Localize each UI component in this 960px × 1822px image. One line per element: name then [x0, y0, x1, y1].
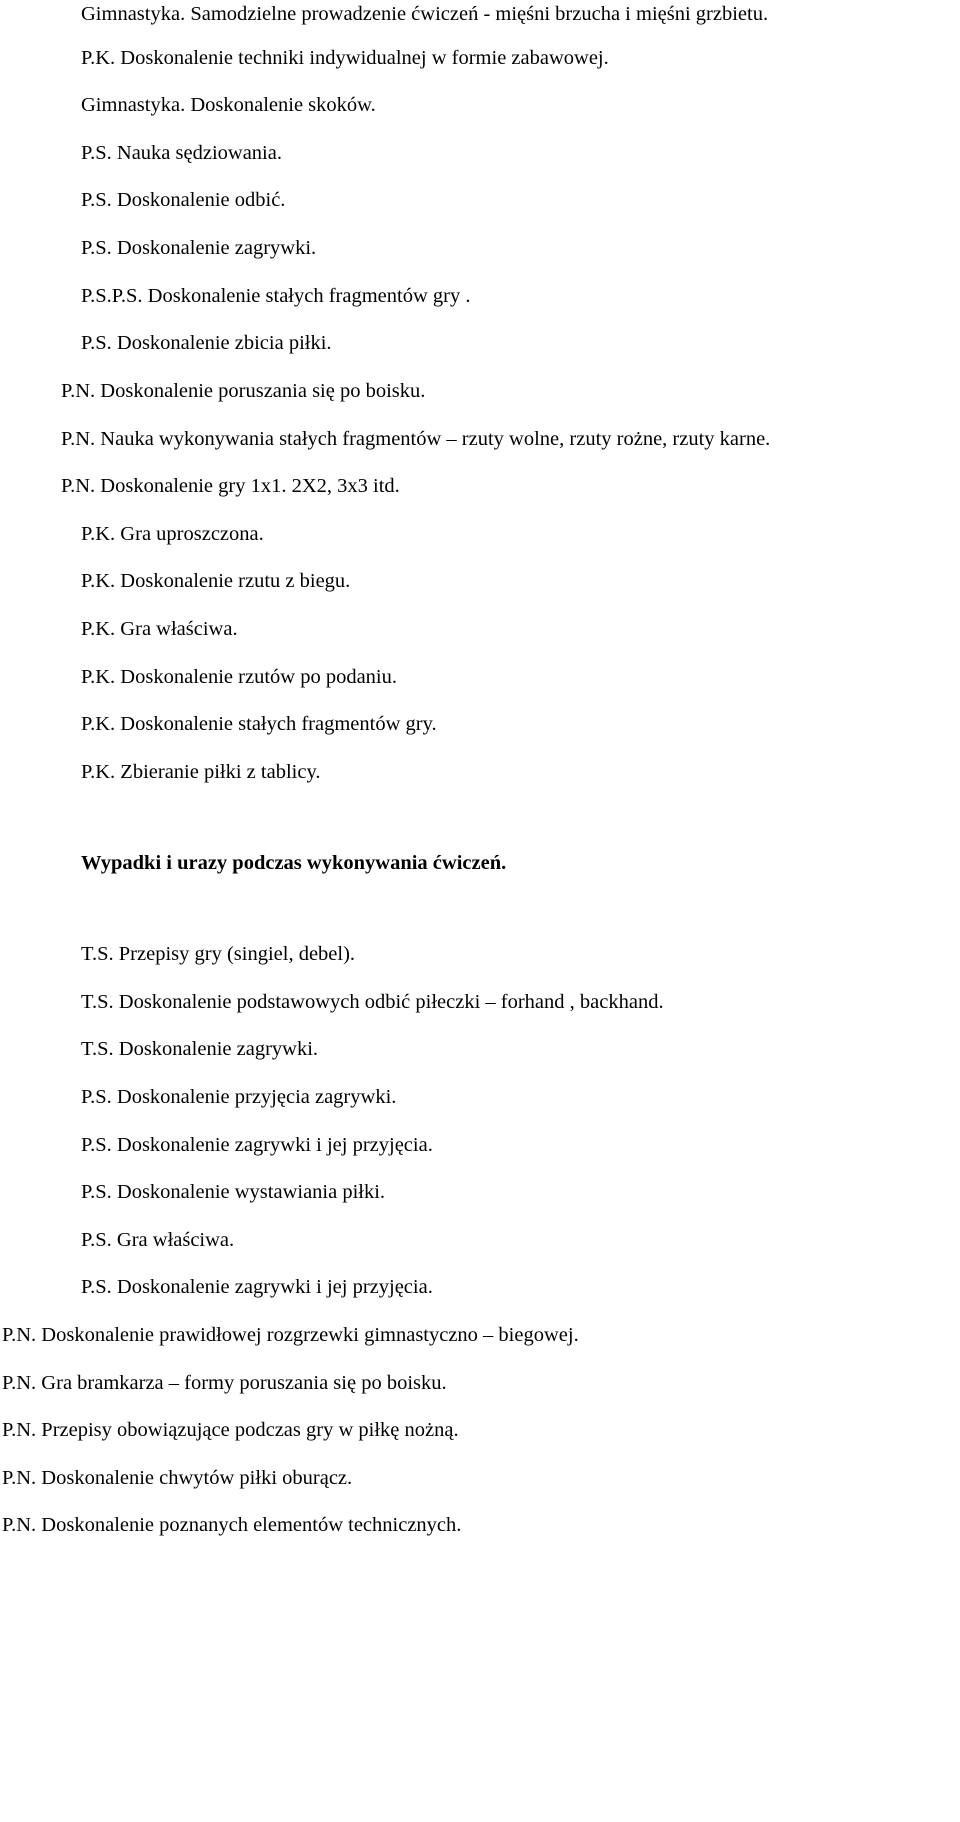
text-line: P.S. Doskonalenie zagrywki i jej przyjęcia. — [81, 1276, 433, 1298]
text-line: Gimnastyka. Doskonalenie skoków. — [81, 94, 376, 116]
text-line: P.S. Doskonalenie przyjęcia zagrywki. — [81, 1086, 397, 1108]
text-line: T.S. Doskonalenie zagrywki. — [81, 1038, 319, 1060]
text-line: P.S. Doskonalenie odbić. — [81, 189, 286, 211]
text-line: T.S. Przepisy gry (singiel, debel). — [81, 943, 356, 965]
text-line: P.S.P.S. Doskonalenie stałych fragmentów gry . — [81, 285, 471, 307]
text-line: P.N. Doskonalenie gry 1x1. 2X2, 3x3 itd. — [61, 475, 400, 497]
text-line: P.S. Gra właściwa. — [81, 1229, 235, 1251]
text-line: P.S. Nauka sędziowania. — [81, 142, 282, 164]
text-line: P.N. Doskonalenie prawidłowej rozgrzewki gimnastyczno – biegowej. — [2, 1324, 579, 1346]
text-line: P.N. Doskonalenie poruszania się po boisku. — [61, 380, 426, 402]
text-line: P.S. Doskonalenie zagrywki. — [81, 237, 317, 259]
text-line: P.S. Doskonalenie wystawiania piłki. — [81, 1181, 386, 1203]
text-line: P.N. Nauka wykonywania stałych fragmentów – rzuty wolne, rzuty rożne, rzuty karne. — [61, 428, 771, 450]
text-line: P.K. Zbieranie piłki z tablicy. — [81, 761, 321, 783]
text-line: P.N. Doskonalenie poznanych elementów technicznych. — [2, 1514, 462, 1536]
text-line: P.K. Gra właściwa. — [81, 618, 238, 640]
text-line: P.K. Gra uproszczona. — [81, 523, 264, 545]
text-line: P.S. Doskonalenie zagrywki i jej przyjęcia. — [81, 1134, 433, 1156]
text-line: P.K. Doskonalenie techniki indywidualnej w formie zabawowej. — [81, 47, 609, 69]
text-line: P.N. Gra bramkarza – formy poruszania się po boisku. — [2, 1372, 447, 1394]
text-line: T.S. Doskonalenie podstawowych odbić piłeczki – forhand , backhand. — [81, 991, 664, 1013]
text-line: P.K. Doskonalenie stałych fragmentów gry. — [81, 713, 437, 735]
text-line: P.N. Przepisy obowiązujące podczas gry w piłkę nożną. — [2, 1419, 459, 1441]
text-line: P.N. Doskonalenie chwytów piłki oburącz. — [2, 1467, 353, 1489]
text-line: P.K. Doskonalenie rzutu z biegu. — [81, 570, 351, 592]
text-line: P.S. Doskonalenie zbicia piłki. — [81, 332, 332, 354]
text-line: Gimnastyka. Samodzielne prowadzenie ćwiczeń - mięśni brzucha i mięśni grzbietu. — [81, 3, 769, 25]
section-heading: Wypadki i urazy podczas wykonywania ćwiczeń. — [81, 852, 507, 874]
text-line: P.K. Doskonalenie rzutów po podaniu. — [81, 666, 397, 688]
